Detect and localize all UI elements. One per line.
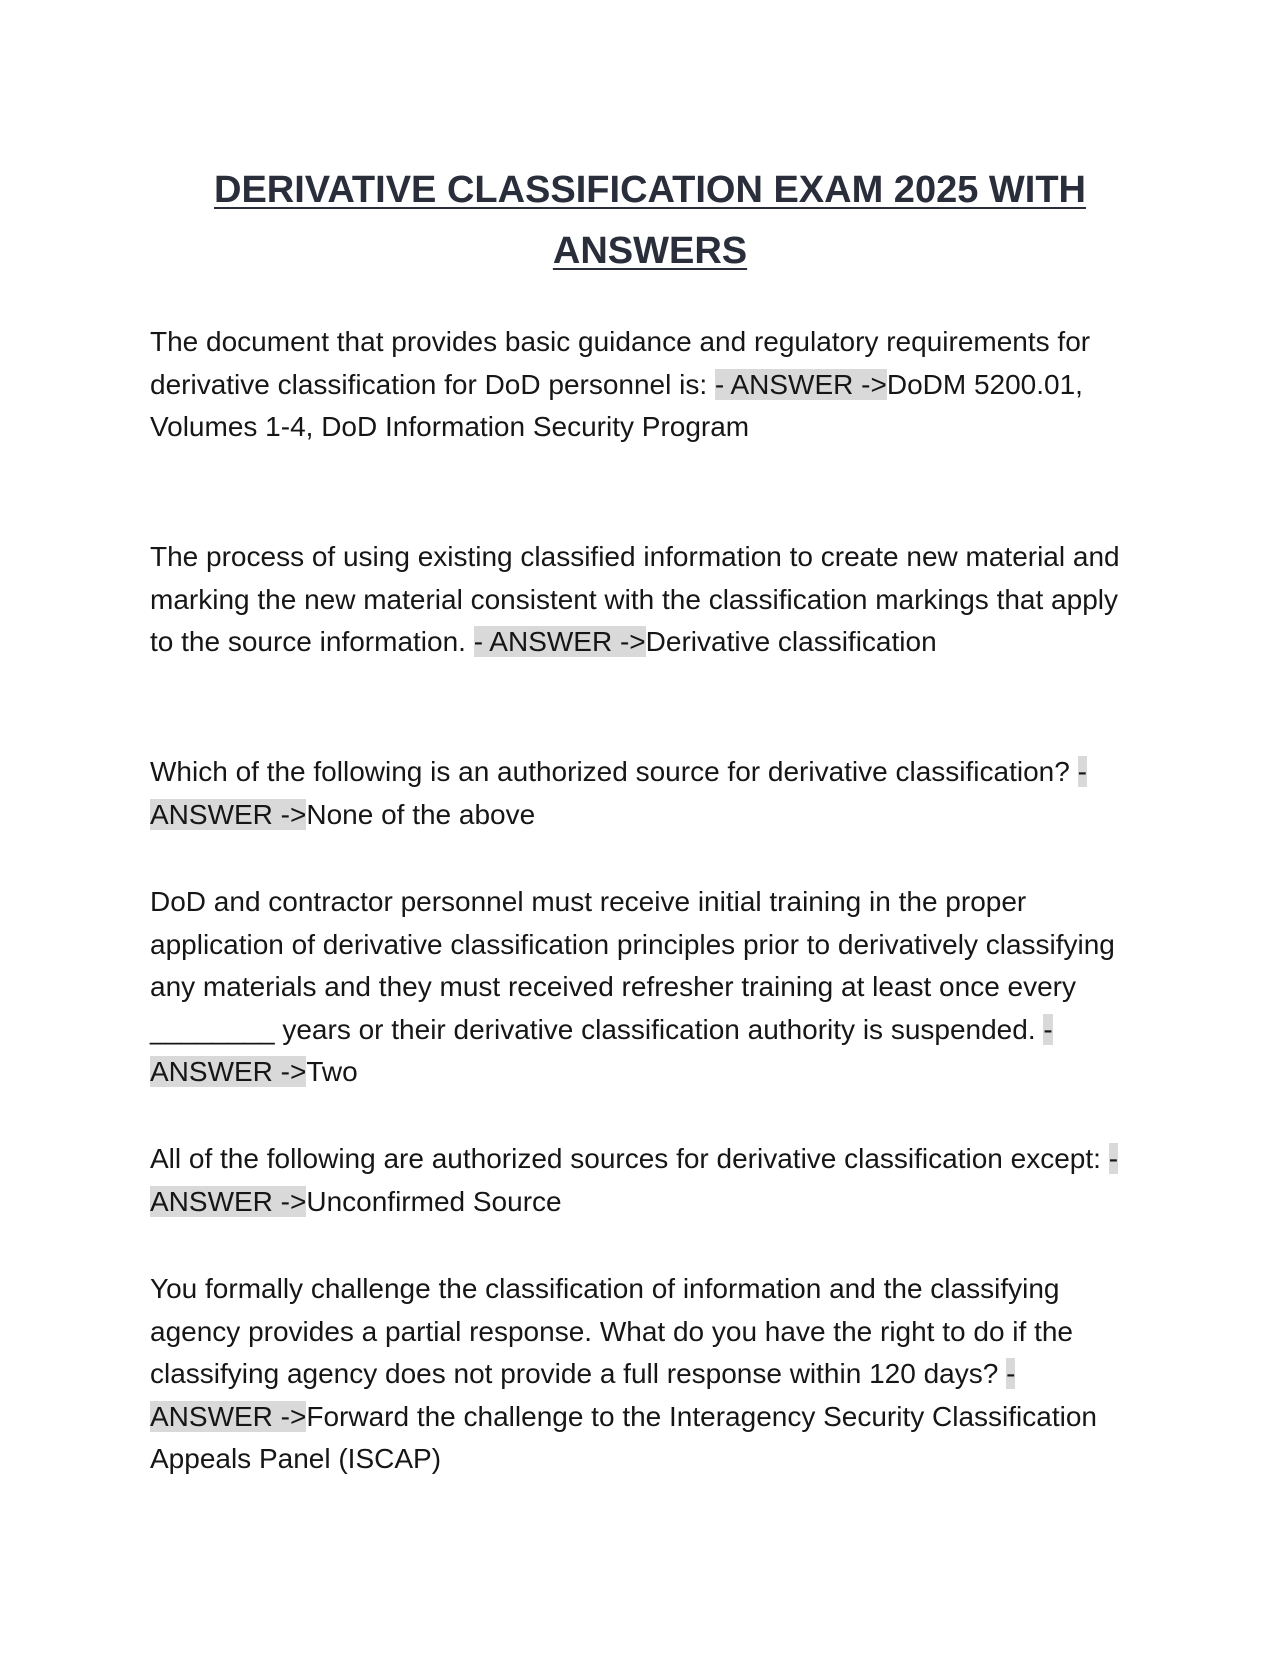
qa-item [150,751,1135,836]
question-text: The document that provides basic guidance and regulatory requirements for derivative classification for DoD personnel is: [150,326,1091,400]
qa-item [150,321,1135,449]
document-title: DERIVATIVE CLASSIFICATION EXAM 2025 WITH ANSWERS [214,169,1086,272]
qa-item [150,881,1135,1094]
answer-marker: - ANSWER -> [150,1358,1016,1432]
qa-item [150,536,1135,664]
answer-text: Two [306,1056,358,1087]
answer-text: Derivative classification [645,626,937,657]
answer-marker: - ANSWER -> [150,756,1087,830]
answer-marker: - ANSWER -> [150,1143,1119,1217]
answer-marker: - ANSWER -> [714,368,887,400]
qa-item [150,1138,1135,1223]
question-text: You formally challenge the classification of information and the classifying agency provides a partial response. What do you have the right to do if the classifying agency does not provide a full response within 120 days? [150,1273,1074,1389]
question-text: All of the following are authorized sources for derivative classification except: [150,1143,1109,1174]
answer-text: None of the above [306,798,536,830]
answer-text: Forward the challenge to the Interagency Security Classification Appeals Panel (ISCAP) [150,1400,1097,1474]
answer-text: DoDM 5200.01, Volumes 1-4, DoD Information Security Program [150,368,1083,442]
question-text: The process of using existing classified information to create new material and marking the new material consistent with the classification markings that apply to the source information. [150,541,1120,657]
answer-marker: - ANSWER -> [473,626,646,657]
qa-item [150,1268,1135,1481]
question-text: Which of the following is an authorized source for derivative classification? [150,756,1078,787]
answer-marker: - ANSWER -> [150,1013,1053,1087]
answer-text: Unconfirmed Source [306,1185,562,1217]
question-text: DoD and contractor personnel must receive initial training in the proper application of derivative classification principles prior to derivatively classifying any materials and they must received refresher training at least once every ________ years or their derivative classification authority is suspended. [150,886,1115,1045]
